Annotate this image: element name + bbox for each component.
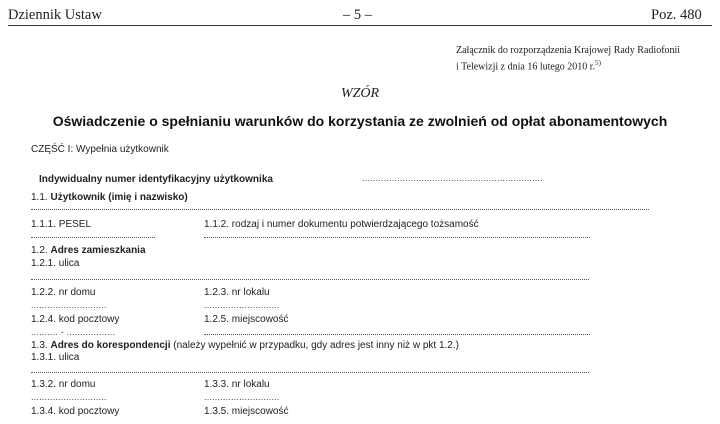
pesel-field[interactable] — [31, 237, 155, 238]
pattern-label: WZÓR — [340, 86, 380, 101]
id-document-field[interactable] — [204, 237, 590, 238]
id-document-label: 1.1.2. rodzaj i numer dokumentu potwierdzającego tożsamość — [204, 219, 479, 230]
user-name-field[interactable] — [31, 209, 649, 210]
corr-flat-field[interactable]: ............................ — [204, 392, 280, 402]
header-rule — [8, 25, 712, 26]
residence-house-field[interactable]: ............................ — [31, 300, 107, 310]
corr-street-label: 1.3.1. ulica — [31, 352, 80, 363]
corr-postal-label: 1.3.4. kod pocztowy — [31, 406, 120, 417]
pesel-label: 1.1.1. PESEL — [31, 219, 92, 230]
id-number-field[interactable]: ................................................................... — [362, 173, 543, 183]
corr-house-field[interactable]: ............................ — [31, 392, 107, 402]
corr-house-label: 1.3.2. nr domu — [31, 379, 96, 390]
residence-street-label: 1.2.1. ulica — [31, 258, 80, 269]
user-label: Użytkownik (imię i nazwisko) — [50, 192, 188, 203]
corr-flat-label: 1.3.3. nr lokalu — [204, 379, 270, 390]
residence-street-field[interactable] — [31, 279, 589, 280]
residence-city-field[interactable] — [204, 334, 590, 335]
form-title: Oświadczenie o spełnianiu warunków do korzystania ze zwolnień od opłat abonamentowych — [52, 113, 668, 129]
corr-label: Adres do korespondencji — [50, 340, 171, 351]
residence-section — [31, 245, 146, 256]
user-number: 1.1. — [31, 192, 48, 203]
user-section — [31, 192, 188, 203]
corr-city-label: 1.3.5. miejscowość — [204, 406, 289, 417]
residence-city-label: 1.2.5. miejscowość — [204, 314, 289, 325]
residence-flat-field[interactable]: ............................ — [204, 300, 280, 310]
id-number-label: Indywidualny numer identyfikacyjny użytkownika — [39, 174, 273, 185]
residence-house-label: 1.2.2. nr domu — [31, 287, 96, 298]
residence-flat-label: 1.2.3. nr lokalu — [204, 287, 270, 298]
corr-street-field[interactable] — [31, 372, 589, 373]
residence-label: Adres zamieszkania — [50, 245, 146, 256]
annex-line-2-text: i Telewizji z dnia 16 lutego 2010 r. — [456, 61, 596, 73]
corr-note: (należy wypełnić w przypadku, gdy adres jest inny niż w pkt 1.2.) — [173, 340, 459, 351]
residence-postal-label: 1.2.4. kod pocztowy — [31, 314, 120, 325]
corr-number: 1.3. — [31, 340, 48, 351]
residence-postal-field[interactable]: .......... - .................. — [31, 327, 116, 337]
annex-note — [456, 45, 680, 73]
annex-line-2 — [456, 57, 680, 73]
correspondence-section — [31, 340, 459, 351]
journal-name: Dziennik Ustaw — [8, 7, 102, 23]
part-label: CZĘŚĆ I: Wypełnia użytkownik — [31, 144, 169, 155]
position-number: Poz. 480 — [651, 7, 702, 23]
annex-line-1: Załącznik do rozporządzenia Krajowej Rady Radiofonii — [456, 45, 681, 56]
page-number: – 5 – — [343, 7, 372, 23]
footnote-mark: 5) — [595, 59, 601, 67]
residence-number: 1.2. — [31, 245, 48, 256]
